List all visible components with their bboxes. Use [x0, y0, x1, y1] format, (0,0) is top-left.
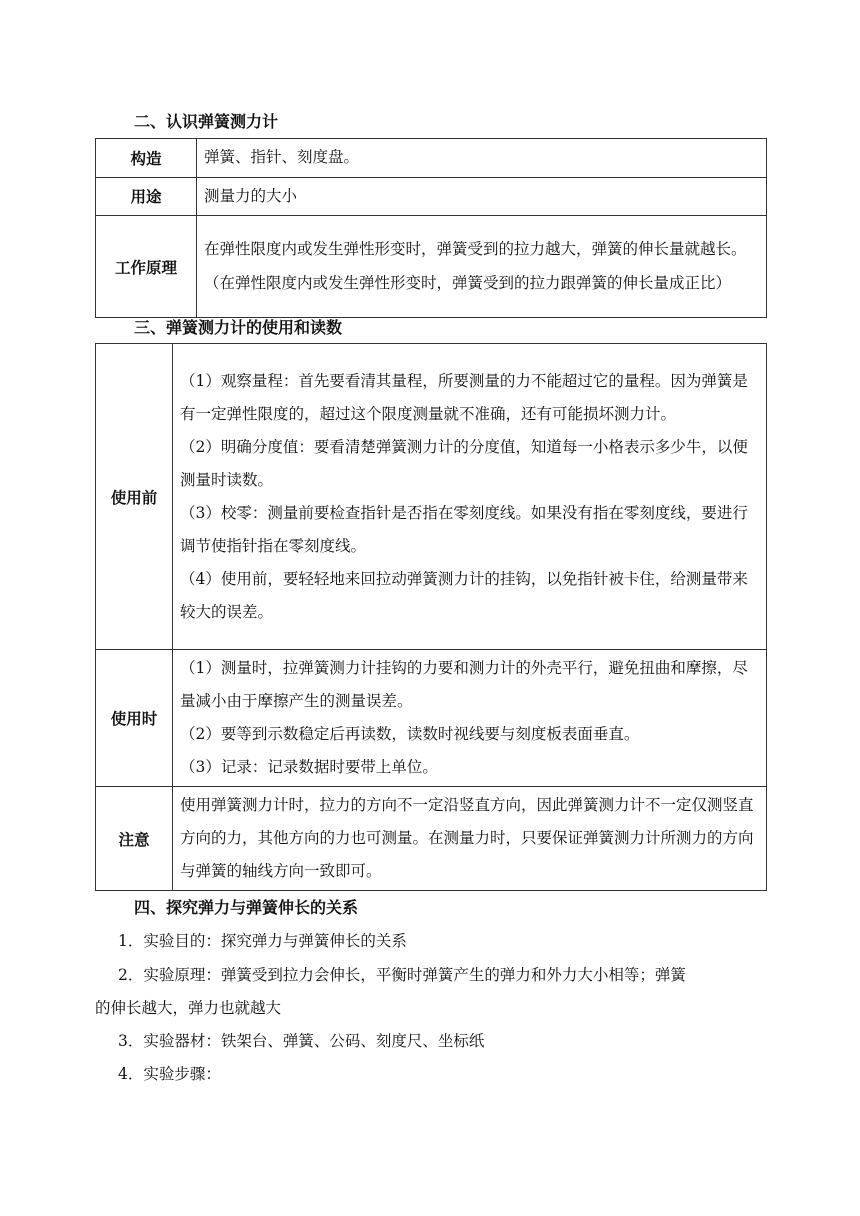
row-label-during-use: 使用时 [96, 650, 173, 787]
experiment-equipment: 3．实验器材：铁架台、弹簧、公码、刻度尺、坐标纸 [118, 1032, 485, 1050]
row-content-structure: 弹簧、指针、刻度盘。 [197, 139, 767, 178]
row-content-purpose: 测量力的大小 [197, 177, 767, 216]
section-heading-2: 二、认识弹簧测力计 [134, 112, 279, 131]
table-row [96, 344, 767, 650]
row-label-purpose: 用途 [96, 177, 197, 216]
paragraph: （3）记录：记录数据时要带上单位。 [180, 758, 438, 776]
table-row [96, 139, 767, 178]
spring-scale-usage-table [95, 343, 767, 891]
experiment-purpose: 1．实验目的：探究弹力与弹簧伸长的关系 [118, 932, 407, 950]
paragraph: 使用弹簧测力计时，拉力的方向不一定沿竖直方向，因此弹簧测力计不一定仅测竖直方向的力，其他方向的力也可测量。在测量力时，只要保证弹簧测力计所测力的方向与弹簧的轴线方向一致即可。 [180, 796, 754, 880]
table-row [96, 650, 767, 787]
row-content-during-use [173, 650, 767, 787]
paragraph: （4）使用前，要轻轻地来回拉动弹簧测力计的挂钩，以免指针被卡住，给测量带来较大的误差。 [180, 569, 748, 621]
row-content-before-use [173, 344, 767, 650]
spring-scale-structure-table [95, 138, 767, 318]
table-row [96, 177, 767, 216]
experiment-principle-continued: 的伸长越大，弹力也就越大 [95, 999, 282, 1017]
row-label-note: 注意 [96, 787, 173, 891]
paragraph: （3）校零：测量前要检查指针是否指在零刻度线。如果没有指在零刻度线，要进行调节使指针指在零刻度线。 [180, 503, 748, 555]
table-row [96, 787, 767, 891]
paragraph: （2）明确分度值：要看清楚弹簧测力计的分度值，知道每一小格表示多少牛，以便测量时读数。 [180, 437, 748, 489]
row-label-principle: 工作原理 [96, 216, 197, 318]
experiment-steps: 4．实验步骤： [118, 1065, 221, 1083]
row-content-note [173, 787, 767, 891]
paragraph: （2）要等到示数稳定后再读数，读数时视线要与刻度板表面垂直。 [180, 725, 640, 743]
row-content-principle: 在弹性限度内或发生弹性形变时，弹簧受到的拉力越大，弹簧的伸长量就越长。（在弹性限度内或发生弹性形变时，弹簧受到的拉力跟弹簧的伸长量成正比） [197, 216, 767, 318]
row-label-before-use: 使用前 [96, 344, 173, 650]
paragraph: （1）测量时，拉弹簧测力计挂钩的力要和测力计的外壳平行，避免扭曲和摩擦，尽量减小由于摩擦产生的测量误差。 [180, 659, 748, 710]
section-heading-3: 三、弹簧测力计的使用和读数 [134, 318, 343, 337]
section-heading-4: 四、探究弹力与弹簧伸长的关系 [134, 898, 359, 917]
experiment-principle: 2．实验原理：弹簧受到拉力会伸长，平衡时弹簧产生的弹力和外力大小相等；弹簧 [118, 966, 686, 984]
paragraph: （1）观察量程：首先要看清其量程，所要测量的力不能超过它的量程。因为弹簧是有一定弹性限度的，超过这个限度测量就不准确，还有可能损坏测力计。 [180, 371, 748, 423]
row-label-structure: 构造 [96, 139, 197, 178]
table-row [96, 216, 767, 318]
